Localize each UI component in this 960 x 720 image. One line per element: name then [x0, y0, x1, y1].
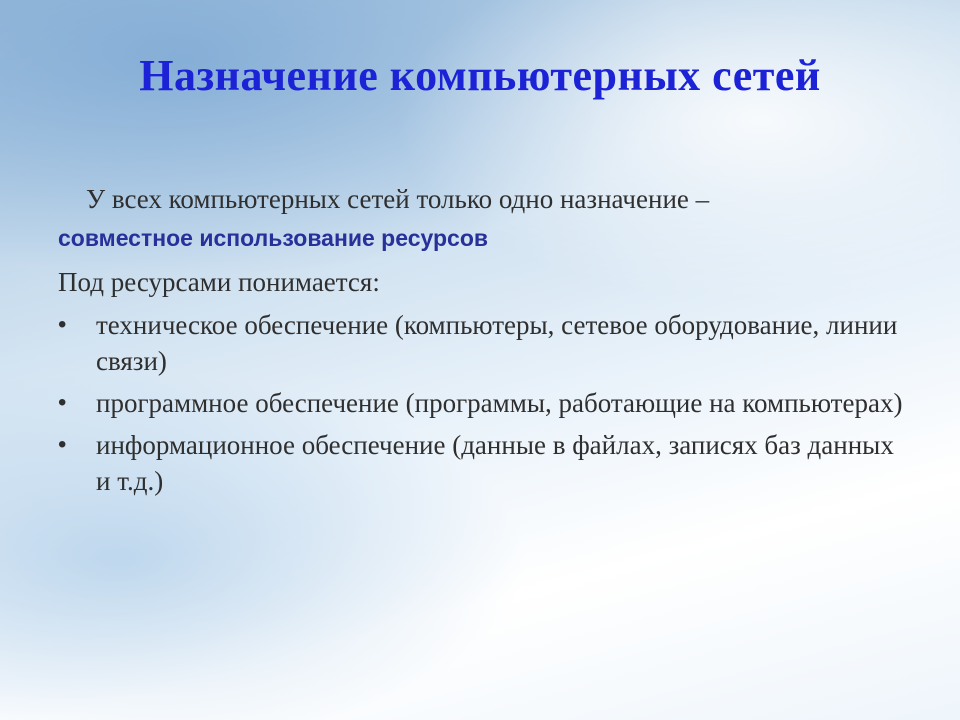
bullet-icon: • — [58, 311, 67, 338]
resources-subheading: Под ресурсами понимается: — [58, 267, 380, 297]
bullet-icon: • — [58, 431, 67, 458]
bullet-icon: • — [58, 389, 67, 416]
list-item — [58, 307, 908, 379]
list-item-text: техническое обеспечение (компьютеры, сетевое оборудование, линии связи) — [96, 310, 898, 376]
list-item — [58, 385, 908, 421]
intro-text: У всех компьютерных сетей только одно назначение – — [86, 184, 710, 214]
list-item — [58, 427, 908, 499]
list-item-text: программное обеспечение (программы, работающие на компьютерах) — [96, 388, 903, 418]
resource-list — [58, 307, 908, 499]
intro-highlight: совместное использование ресурсов — [58, 225, 489, 251]
slide-content — [58, 180, 908, 499]
list-item-text: информационное обеспечение (данные в файлах, записях баз данных и т.д.) — [96, 430, 894, 496]
slide-title: Назначение компьютерных сетей — [139, 51, 821, 100]
intro-paragraph — [58, 180, 908, 257]
